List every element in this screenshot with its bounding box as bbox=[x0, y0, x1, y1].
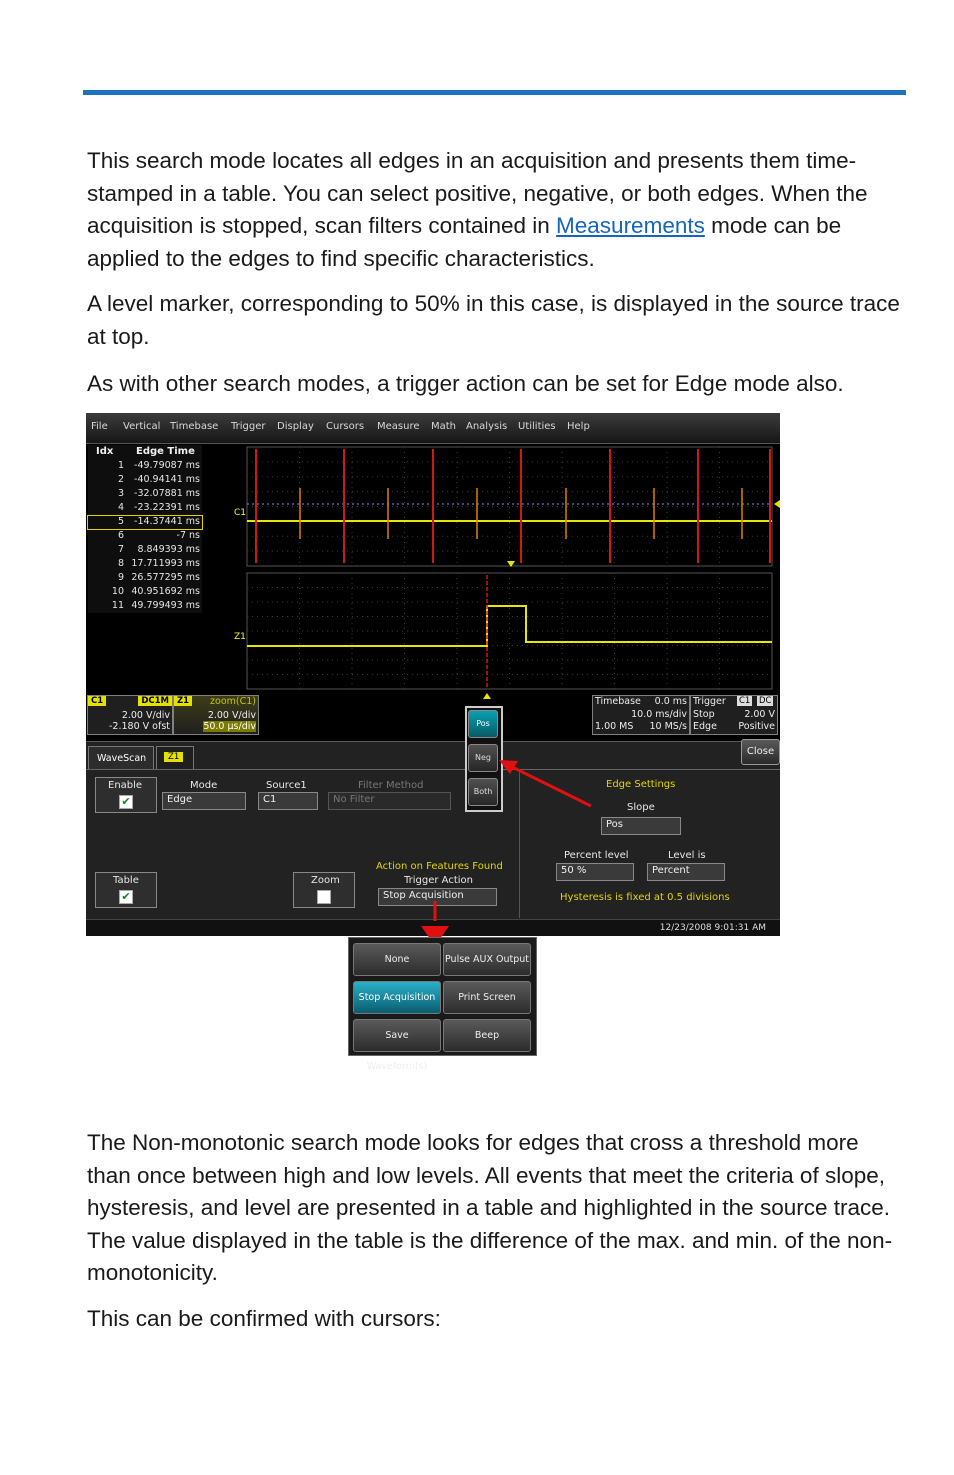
row-index: 2 bbox=[117, 474, 124, 485]
mode-field[interactable]: Edge bbox=[162, 792, 246, 810]
z1-time-marker bbox=[483, 693, 491, 699]
row-edge-time: -23.22391 ms bbox=[134, 502, 200, 513]
zoom-checkbox[interactable]: Zoom bbox=[293, 872, 355, 908]
percent-level-field[interactable]: 50 % bbox=[556, 863, 634, 881]
mode-label: Mode bbox=[190, 780, 218, 791]
action-pulse-aux-button[interactable]: Pulse AUX Output bbox=[443, 943, 531, 976]
row-index: 7 bbox=[117, 544, 124, 555]
tab-wavescan[interactable]: WaveScan bbox=[88, 746, 154, 769]
c1-trace-label: C1 bbox=[234, 508, 247, 518]
enable-checkbox[interactable]: Enable ✔ bbox=[95, 777, 157, 813]
z1-trace-label: Z1 bbox=[234, 632, 246, 642]
unchecked-box bbox=[317, 890, 331, 904]
check-icon: ✔ bbox=[119, 795, 133, 809]
measurements-link[interactable]: Measurements bbox=[556, 213, 705, 238]
row-index: 11 bbox=[111, 600, 124, 611]
row-index: 5 bbox=[117, 516, 124, 527]
menu-analysis[interactable]: Analysis bbox=[466, 421, 508, 432]
action-heading: Action on Features Found bbox=[376, 861, 503, 872]
paragraph-edge-intro: This search mode locates all edges in an acquisition and presents them time-stamped in a table. You can select positive, negative, or both edges. When the acquisition is stopped, scan filters contained in Measurements mode can be applied to the edges to find specific characteristics. bbox=[87, 148, 868, 271]
table-header-idx: Idx bbox=[96, 446, 114, 457]
slope-neg-button[interactable]: Neg bbox=[468, 744, 498, 772]
trigger-action-field[interactable]: Stop Acquisition bbox=[378, 888, 497, 906]
check-icon: ✔ bbox=[119, 890, 133, 904]
level-is-label: Level is bbox=[668, 850, 706, 861]
wavescan-panel bbox=[86, 741, 780, 920]
row-index: 4 bbox=[117, 502, 124, 513]
source1-label: Source1 bbox=[266, 780, 307, 791]
header-rule bbox=[83, 90, 906, 95]
z1-grid-border bbox=[247, 573, 772, 689]
row-edge-time: -32.07881 ms bbox=[134, 488, 200, 499]
trigger-level-marker bbox=[774, 500, 780, 508]
row-edge-time: 40.951692 ms bbox=[131, 586, 200, 597]
source1-field[interactable]: C1 bbox=[258, 792, 318, 810]
row-edge-time: -7 ns bbox=[176, 530, 200, 541]
menu-trigger[interactable]: Trigger bbox=[231, 421, 266, 432]
row-edge-time: 17.711993 ms bbox=[131, 558, 200, 569]
hysteresis-note: Hysteresis is fixed at 0.5 divisions bbox=[560, 892, 730, 903]
row-edge-time: -49.79087 ms bbox=[134, 460, 200, 471]
menu-math[interactable]: Math bbox=[431, 421, 457, 432]
row-edge-time: 49.799493 ms bbox=[131, 600, 200, 611]
row-index: 10 bbox=[111, 586, 124, 597]
action-stop-acquisition-button[interactable]: Stop Acquisition bbox=[353, 981, 441, 1014]
menu-measure[interactable]: Measure bbox=[377, 421, 420, 432]
timestamp: 12/23/2008 9:01:31 AM bbox=[659, 923, 766, 933]
row-index: 6 bbox=[117, 530, 124, 541]
paragraph-cursors: This can be confirmed with cursors: bbox=[87, 1306, 441, 1331]
filter-method-field[interactable]: No Filter bbox=[328, 792, 451, 810]
menu-utilities[interactable]: Utilities bbox=[518, 421, 556, 432]
c1-grid-border bbox=[247, 447, 772, 566]
menu-help[interactable]: Help bbox=[567, 421, 590, 432]
row-edge-time: 26.577295 ms bbox=[131, 572, 200, 583]
slope-pos-button[interactable]: Pos bbox=[468, 710, 498, 738]
paragraph-non-monotonic: The Non-monotonic search mode looks for edges that cross a threshold more than once between high and low levels. All events that meet the criteria of slope, hysteresis, and level are presented in a table and highlighted in the source trace. The value displayed in the table is the difference of the max. and min. of the non-monotonicity. bbox=[87, 1130, 893, 1285]
menu-file[interactable]: File bbox=[91, 421, 108, 432]
z1-trace-line bbox=[247, 606, 772, 646]
trigger-action-menu bbox=[348, 937, 537, 1072]
slope-field[interactable]: Pos bbox=[601, 817, 681, 835]
row-edge-time: 8.849393 ms bbox=[137, 544, 200, 555]
menu-display[interactable]: Display bbox=[277, 421, 314, 432]
tab-z1[interactable]: Z1 bbox=[156, 746, 194, 769]
row-index: 1 bbox=[117, 460, 124, 471]
action-none-button[interactable]: None bbox=[353, 943, 441, 976]
oscilloscope-screenshot bbox=[86, 413, 780, 936]
c1-channel-badge[interactable]: C1 DC1M 2.00 V/div -2.180 V ofst bbox=[87, 695, 173, 735]
menu-vertical[interactable]: Vertical bbox=[123, 421, 161, 432]
menu-cursors[interactable]: Cursors bbox=[326, 421, 365, 432]
level-is-field[interactable]: Percent bbox=[647, 863, 725, 881]
row-index: 3 bbox=[117, 488, 124, 499]
trigger-action-label: Trigger Action bbox=[404, 875, 473, 886]
timebase-badge[interactable]: Timebase 0.0 ms 10.0 ms/div 1.00 MS 10 MS/s bbox=[592, 695, 690, 735]
table-header-edge-time: Edge Time bbox=[136, 446, 195, 457]
paragraph-trigger-action: As with other search modes, a trigger action can be set for Edge mode also. bbox=[87, 371, 844, 396]
percent-level-label: Percent level bbox=[564, 850, 629, 861]
trigger-badge[interactable]: Trigger C1 DC Stop 2.00 V Edge Positive bbox=[690, 695, 778, 735]
close-button[interactable]: Close bbox=[741, 739, 780, 765]
menu-timebase[interactable]: Timebase bbox=[170, 421, 219, 432]
slope-label: Slope bbox=[627, 802, 655, 813]
row-edge-time: -14.37441 ms bbox=[134, 516, 200, 527]
table-checkbox[interactable]: Table ✔ bbox=[95, 872, 157, 908]
row-index: 8 bbox=[117, 558, 124, 569]
paragraph-level-marker: A level marker, corresponding to 50% in this case, is displayed in the source trace at top. bbox=[87, 291, 900, 349]
action-save-waveform-button[interactable]: Save Waveform(s) bbox=[353, 1019, 441, 1052]
filter-method-label: Filter Method bbox=[358, 780, 424, 791]
edge-settings-heading: Edge Settings bbox=[606, 779, 676, 790]
slope-both-button[interactable]: Both bbox=[468, 778, 498, 806]
row-index: 9 bbox=[117, 572, 124, 583]
action-beep-button[interactable]: Beep bbox=[443, 1019, 531, 1052]
z1-zoom-badge[interactable]: Z1 zoom(C1) 2.00 V/div 50.0 µs/div bbox=[173, 695, 259, 735]
row-edge-time: -40.94141 ms bbox=[134, 474, 200, 485]
action-print-screen-button[interactable]: Print Screen bbox=[443, 981, 531, 1014]
